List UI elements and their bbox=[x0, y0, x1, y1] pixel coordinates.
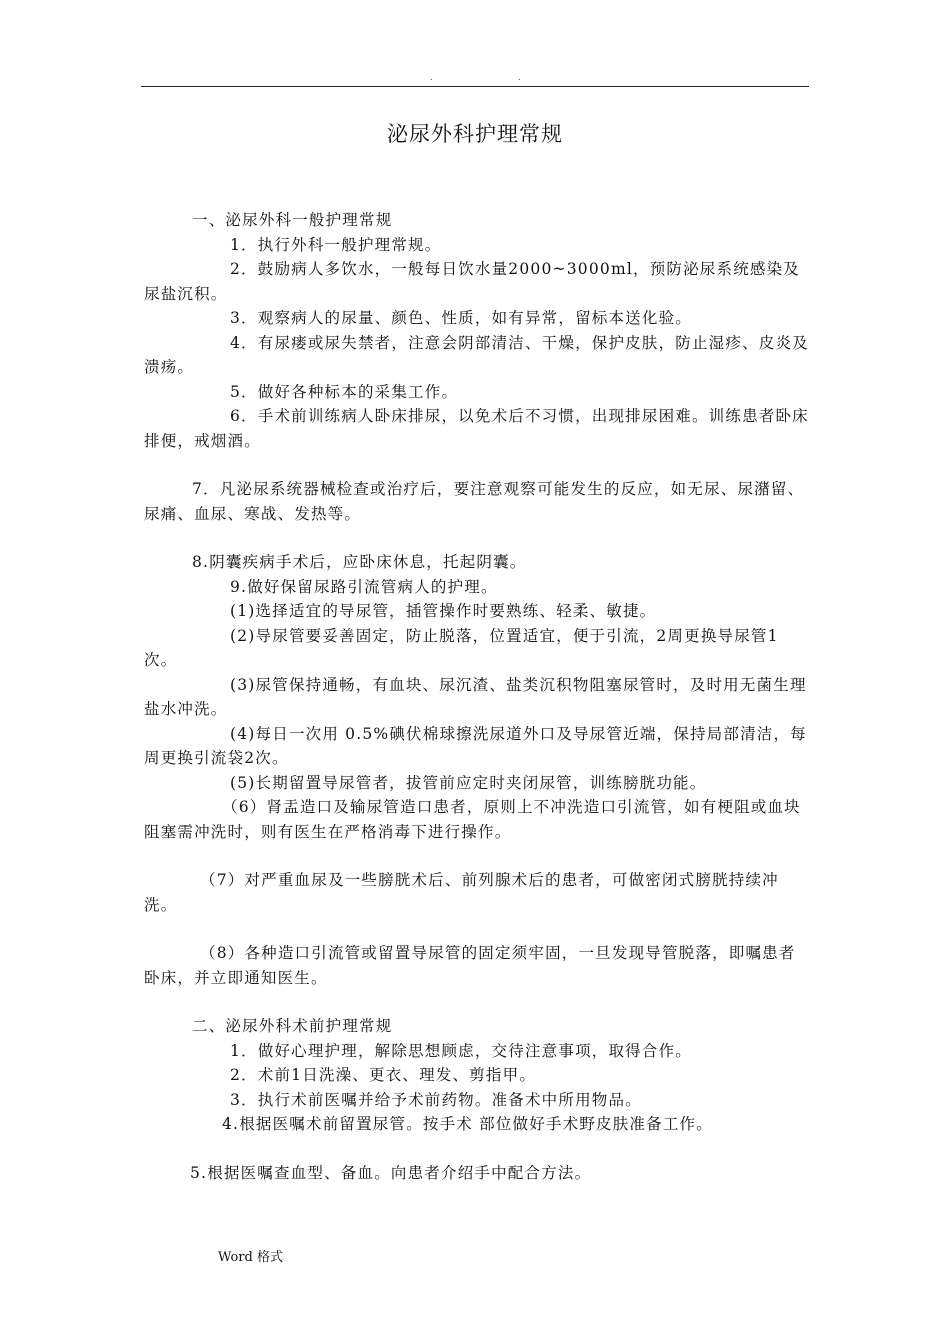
sub-item: (1)选择适宜的导尿管，插管操作时要熟练、轻柔、敏捷。 bbox=[230, 602, 657, 620]
list-item: 7．凡泌尿系统器械检查或治疗后，要注意观察可能发生的反应，如无尿、尿潴留、尿痛、血尿、寒战、发热等。 bbox=[144, 480, 805, 523]
header-dot: . bbox=[518, 73, 521, 82]
sub-item: （8）各种造口引流管或留置导尿管的固定须牢固，一旦发现导管脱落，即嘱患者卧床，并立即通知医生。 bbox=[144, 944, 796, 987]
page-title: 泌尿外科护理常规 bbox=[387, 122, 563, 146]
list-item: 9.做好保留尿路引流管病人的护理。 bbox=[230, 577, 498, 596]
footer-label: Word 格式 bbox=[218, 1250, 283, 1265]
sub-item: (3)尿管保持通畅，有血块、尿沉渣、盐类沉积物阻塞尿管时，及时用无菌生理盐水冲洗。 bbox=[144, 675, 807, 718]
list-item: 2．鼓励病人多饮水，一般每日饮水量2000~3000ml，预防泌尿系统感染及尿盐沉积。 bbox=[144, 260, 800, 303]
list-item: 3．执行术前医嘱并给予术前药物。准备术中所用物品。 bbox=[230, 1090, 642, 1109]
header-rule bbox=[141, 86, 809, 87]
list-item: 5.根据医嘱查血型、备血。向患者介绍手中配合方法。 bbox=[190, 1163, 592, 1182]
header-dots bbox=[0, 74, 950, 84]
document-body bbox=[144, 208, 810, 1185]
list-item: 8.阴囊疾病手术后，应卧床休息，托起阴囊。 bbox=[192, 553, 527, 571]
list-item: 1．做好心理护理，解除思想顾虑，交待注意事项，取得合作。 bbox=[230, 1041, 692, 1060]
sub-item: (4)每日一次用 0.5%碘伏棉球擦洗尿道外口及导尿管近端，保持局部清洁，每周更换引流袋2次。 bbox=[144, 724, 807, 767]
section-heading: 一、泌尿外科一般护理常规 bbox=[192, 211, 393, 229]
list-item: 4.根据医嘱术前留置尿管。按手术 部位做好手术野皮肤准备工作。 bbox=[222, 1115, 713, 1133]
sub-item: (5)长期留置导尿管者，拔管前应定时夹闭尿管，训练膀胱功能。 bbox=[230, 773, 707, 792]
sub-item: （7）对严重血尿及一些膀胱术后、前列腺术后的患者，可做密闭式膀胱持续冲洗。 bbox=[144, 871, 779, 914]
section-heading: 二、泌尿外科术前护理常规 bbox=[192, 1017, 393, 1035]
list-item: 2．术前1日洗澡、更衣、理发、剪指甲。 bbox=[230, 1066, 537, 1084]
list-item: 3．观察病人的尿量、颜色、性质，如有异常，留标本送化验。 bbox=[230, 309, 692, 327]
sub-item: （6）肾盂造口及输尿管造口患者，原则上不冲洗造口引流管，如有梗阻或血块阻塞需冲洗时，则有医生在严格消毒下进行操作。 bbox=[144, 798, 801, 841]
list-item: 5．做好各种标本的采集工作。 bbox=[230, 382, 459, 401]
list-item: 6．手术前训练病人卧床排尿，以免术后不习惯，出现排尿困难。训练患者卧床排便，戒烟酒。 bbox=[144, 407, 809, 450]
list-item: 4．有尿瘘或尿失禁者，注意会阴部清洁、干燥，保护皮肤，防止湿疹、皮炎及溃疡。 bbox=[144, 333, 809, 376]
list-item: 1．执行外科一般护理常规。 bbox=[230, 235, 442, 254]
sub-item: (2)导尿管要妥善固定，防止脱落，位置适宜，便于引流，2周更换导尿管1次。 bbox=[144, 626, 779, 669]
header-dot: . bbox=[430, 73, 433, 82]
